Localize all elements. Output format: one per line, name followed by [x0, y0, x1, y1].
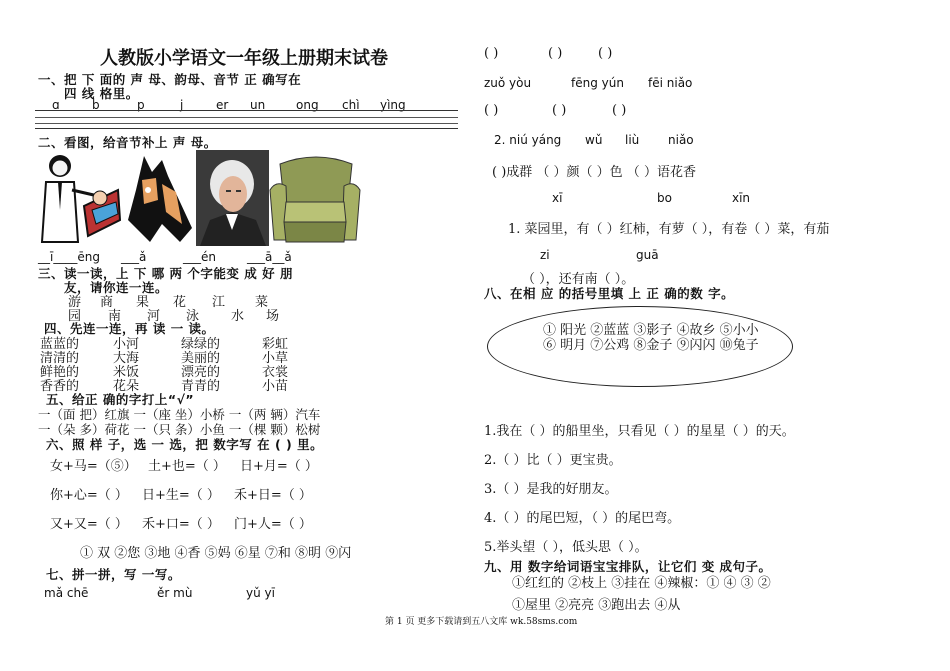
section-9-heading: 九、用 数字给词语宝宝排队，让它们 变 成句子。: [484, 559, 772, 574]
s1-pinyin-4: j: [180, 98, 184, 112]
s3-char[interactable]: 水: [231, 309, 245, 324]
s3-char[interactable]: 菜: [255, 295, 269, 310]
s6-options: ① 双 ②您 ③地 ④香 ⑤妈 ⑥星 ⑦和 ⑧明 ⑨闪: [80, 546, 352, 561]
s4-word[interactable]: 花朵: [113, 379, 140, 394]
s4-word[interactable]: 漂亮的: [181, 365, 221, 380]
s4-word[interactable]: 蓝蓝的: [40, 337, 80, 352]
s6-item[interactable]: 又+又=（ ）: [50, 517, 128, 532]
s4-word[interactable]: 小河: [113, 337, 140, 352]
s6-item[interactable]: 门+人=（ ）: [234, 517, 312, 532]
s1-pinyin-7: ong: [296, 98, 319, 112]
s1-pinyin-1: ɑ: [52, 98, 60, 112]
s8-question[interactable]: 1.我在（ ）的船里坐，只看见（ ）的星星（ ）的天。: [484, 424, 795, 439]
s4-word[interactable]: 鲜艳的: [40, 365, 80, 380]
s4-word[interactable]: 彩虹: [262, 337, 289, 352]
s5-line-1[interactable]: 一（面 把）红旗 一（座 坐）小桥 一（两 辆）汽车: [38, 407, 321, 422]
s4-word[interactable]: 衣裳: [262, 365, 289, 380]
section-1-heading: 一、把 下 面的 声 母、韵母、音节 正 确写在: [38, 72, 302, 87]
section-2-heading: 二、看图，给音节补上 声 母。: [38, 135, 217, 150]
page-footer: 第 1 页 更多下载请到五八文库 wk.58sms.com: [385, 617, 578, 627]
r-pinyin: fēi niǎo: [648, 76, 693, 90]
r-pinyin: zuǒ yòu: [484, 76, 532, 90]
section-4-heading: 四、先连一连，再 读 一 读。: [44, 321, 215, 336]
r-pinyin: bo: [657, 191, 672, 205]
section-1-heading-cont: 四 线 格里。: [64, 86, 139, 101]
s7-pinyin: ěr mù: [157, 586, 193, 600]
horse-icon: [122, 150, 197, 246]
s2-blank-3[interactable]: ___én: [183, 250, 216, 264]
s3-char[interactable]: 果: [136, 295, 150, 310]
s3-char[interactable]: 园: [68, 309, 82, 324]
s4-word[interactable]: 青青的: [181, 379, 221, 394]
s3-char[interactable]: 游: [68, 295, 82, 310]
s4-word[interactable]: 香香的: [40, 379, 80, 394]
s6-item[interactable]: 日+月=（ ）: [240, 459, 318, 474]
r-pinyin: fēng yún: [571, 76, 624, 90]
section-3-heading: 三、读一读，上 下 哪 两 个字能变 成 好 朋: [38, 266, 293, 281]
s3-char[interactable]: 场: [266, 309, 280, 324]
s8-question[interactable]: 4.（ ）的尾巴短，（ ）的尾巴弯。: [484, 511, 681, 526]
r-pinyin: xīn: [732, 191, 751, 205]
armchair-icon: [268, 150, 362, 246]
r-pinyin: wǔ: [585, 133, 603, 147]
s4-word[interactable]: 绿绿的: [181, 337, 221, 352]
section-5-heading: 五、给正 确的字打上“√”: [46, 392, 195, 407]
s8-question[interactable]: 3.（ ）是我的好朋友。: [484, 482, 618, 497]
s6-item[interactable]: 土+也=（ ）: [148, 459, 226, 474]
s2-blank-4[interactable]: ___ā__ǎ: [247, 250, 292, 264]
section-8-heading: 八、在相 应 的括号里填 上 正 确的数 字。: [484, 286, 735, 301]
s1-pinyin-5: er: [216, 98, 229, 112]
portrait-icon: [196, 150, 269, 246]
r-paren[interactable]: ( ): [484, 46, 499, 61]
s8-question[interactable]: 5.举头望（ ），低头思（ ）。: [484, 540, 648, 555]
r-paren[interactable]: ( ): [552, 103, 567, 118]
s7-pinyin: yǔ yī: [246, 586, 275, 600]
r-pinyin: liù: [625, 133, 640, 147]
s8-question[interactable]: 2.（ ）比（ ）更宝贵。: [484, 453, 622, 468]
s5-line-2[interactable]: 一（朵 多）荷花 一（只 条）小鱼 一（棵 颗）松树: [38, 422, 321, 437]
r-pinyin: zi: [540, 248, 550, 262]
section-7-heading: 七、拼一拼，写 一写。: [46, 567, 181, 582]
s6-item[interactable]: 禾+口=（ ）: [142, 517, 220, 532]
s4-word[interactable]: 大海: [113, 351, 140, 366]
section-3-heading-cont: 友，请你连一连。: [64, 280, 169, 295]
r-pinyin: niǎo: [668, 133, 694, 147]
s9-line-2[interactable]: ①屋里 ②亮亮 ③跑出去 ④从: [512, 598, 681, 613]
r-question-1[interactable]: 1. 菜园里，有（ ）红柿，有萝（ ），有卷（ ）菜，有茄: [508, 222, 830, 237]
s6-item[interactable]: 日+生=（ ）: [142, 488, 220, 503]
s1-pinyin-3: p: [137, 98, 145, 112]
s4-word[interactable]: 美丽的: [181, 351, 221, 366]
r-pinyin: 2. niú yáng: [494, 133, 562, 147]
s6-item[interactable]: 你+心=（ ）: [50, 488, 128, 503]
s8-options-2: ⑥ 明月 ⑦公鸡 ⑧金子 ⑨闪闪 ⑩兔子: [543, 338, 759, 353]
s2-blank-1[interactable]: __ī____ēng: [38, 250, 100, 264]
r-pinyin: xī: [552, 191, 563, 205]
r-question-1-cont[interactable]: （ ），还有南（ ）。: [522, 272, 635, 287]
s1-pinyin-2: b: [92, 98, 100, 112]
s9-line-1[interactable]: ①红红的 ②枝上 ③挂在 ④辣椒：① ④ ③ ②: [512, 576, 771, 591]
s3-char[interactable]: 南: [108, 309, 122, 324]
r-pinyin: guā: [636, 248, 659, 262]
s1-pinyin-8: chì: [342, 98, 360, 112]
s3-char[interactable]: 河: [147, 309, 161, 324]
s1-pinyin-6: un: [250, 98, 266, 112]
s3-char[interactable]: 商: [100, 295, 114, 310]
four-line-grid[interactable]: [35, 110, 458, 129]
s2-blank-2[interactable]: ___ǎ: [121, 250, 147, 264]
s4-word[interactable]: 清清的: [40, 351, 80, 366]
s3-char[interactable]: 江: [212, 295, 226, 310]
r-paren[interactable]: ( ): [612, 103, 627, 118]
section-6-heading: 六、照 样 子，选 一 选，把 数字写 在 ( ) 里。: [46, 437, 324, 452]
s1-pinyin-9: yìng: [380, 98, 406, 112]
dentist-icon: [38, 150, 122, 246]
page-title: 人教版小学语文一年级上册期末试卷: [100, 48, 388, 69]
r-fill-line[interactable]: ( )成群 （ ）颜（ ）色 （ ）语花香: [492, 165, 696, 180]
s6-item[interactable]: 禾+日=（ ）: [234, 488, 312, 503]
r-paren[interactable]: ( ): [548, 46, 563, 61]
s4-word[interactable]: 小苗: [262, 379, 289, 394]
r-paren[interactable]: ( ): [598, 46, 613, 61]
s4-word[interactable]: 米饭: [113, 365, 140, 380]
s6-item[interactable]: 女+马=（⑤）: [50, 459, 137, 474]
s3-char[interactable]: 泳: [186, 309, 200, 324]
s8-options-1: ① 阳光 ②蓝蓝 ③影子 ④故乡 ⑤小小: [543, 323, 759, 338]
r-paren[interactable]: ( ): [484, 103, 499, 118]
s4-word[interactable]: 小草: [262, 351, 289, 366]
s7-pinyin: mǎ chē: [44, 586, 89, 600]
s3-char[interactable]: 花: [173, 295, 187, 310]
